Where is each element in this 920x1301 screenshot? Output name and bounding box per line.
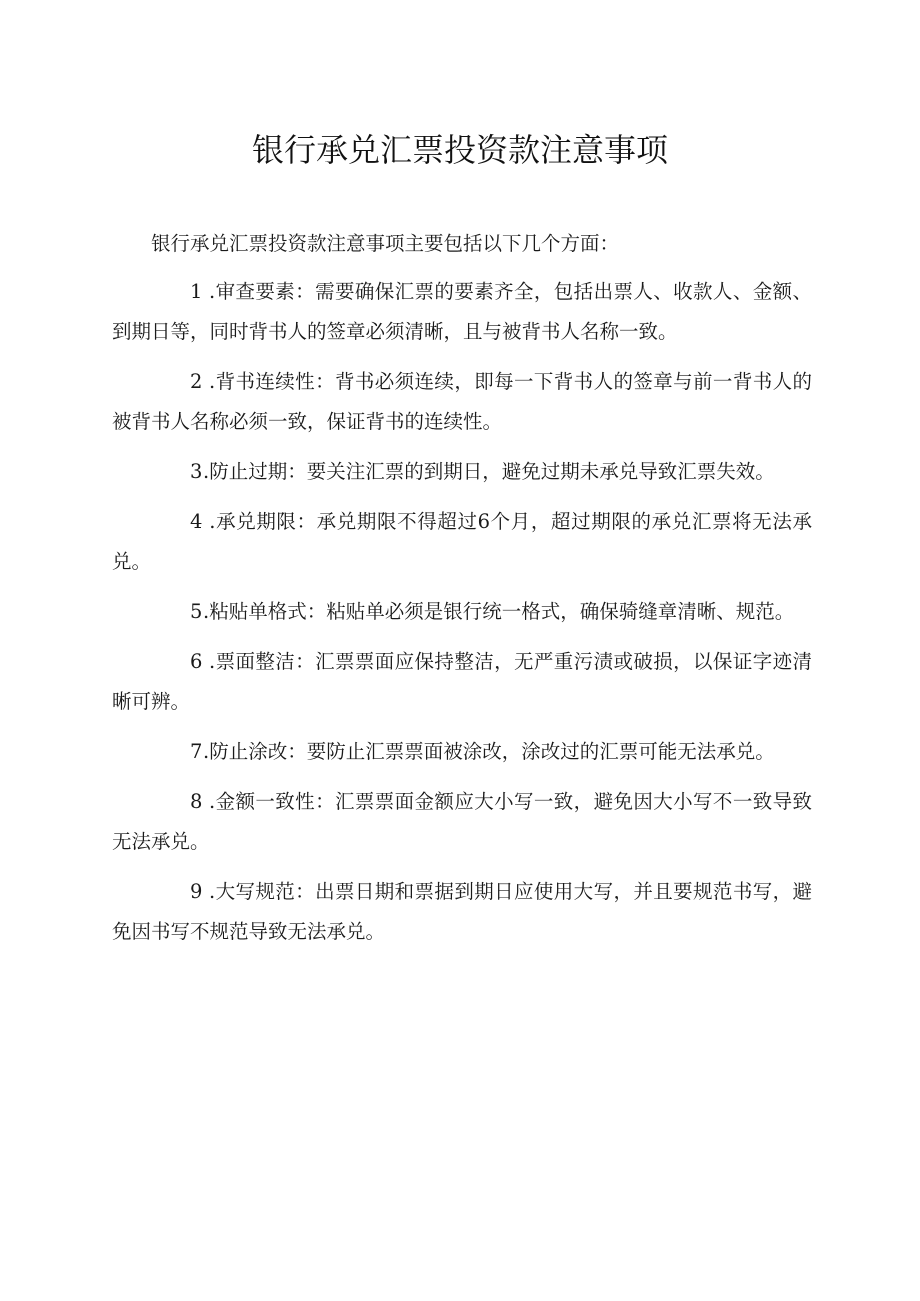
list-item-8 — [112, 782, 812, 862]
item-number: 3 — [190, 460, 203, 483]
item-number: 2 — [190, 370, 203, 393]
item-text: .背书连续性：背书必须连续，即每一下背书人的签章与前一背书人的被背书人名称必须一致，保证背书的连续性。 — [112, 370, 812, 433]
list-item-6 — [112, 642, 812, 722]
item-text: .大写规范：出票日期和票据到期日应使用大写，并且要规范书写，避免因书写不规范导致无法承兑。 — [112, 880, 812, 943]
item-text: .防止过期：要关注汇票的到期日，避免过期未承兑导致汇票失效。 — [203, 460, 775, 483]
item-text: .承兑期限：承兑期限不得超过6个月，超过期限的承兑汇票将无法承兑。 — [112, 510, 812, 573]
item-number: 8 — [190, 790, 203, 813]
list-item-3 — [112, 452, 812, 492]
item-number: 7 — [190, 740, 203, 763]
list-item-4 — [112, 502, 812, 582]
item-text: .粘贴单格式：粘贴单必须是银行统一格式，确保骑缝章清晰、规范。 — [203, 600, 795, 623]
item-text: .防止涂改：要防止汇票票面被涂改，涂改过的汇票可能无法承兑。 — [203, 740, 775, 763]
list-item-9 — [112, 872, 812, 952]
document-body — [112, 224, 812, 962]
item-text: .票面整洁：汇票票面应保持整洁，无严重污渍或破损，以保证字迹清晰可辨。 — [112, 650, 812, 713]
item-number: 1 — [190, 280, 203, 303]
list-item-5 — [112, 592, 812, 632]
list-item-1 — [112, 272, 812, 352]
list-item-2 — [112, 362, 812, 442]
item-text: .审查要素：需要确保汇票的要素齐全，包括出票人、收款人、金额、到期日等，同时背书人的签章必须清晰，且与被背书人名称一致。 — [112, 280, 812, 343]
document-title: 银行承兑汇票投资款注意事项 — [251, 131, 668, 169]
intro-paragraph: 银行承兑汇票投资款注意事项主要包括以下几个方面： — [151, 232, 620, 255]
list-item-7 — [112, 732, 812, 772]
item-number: 4 — [190, 510, 203, 533]
item-number: 6 — [190, 650, 203, 673]
item-text: .金额一致性：汇票票面金额应大小写一致，避免因大小写不一致导致无法承兑。 — [112, 790, 812, 853]
item-number: 9 — [190, 880, 203, 903]
item-number: 5 — [190, 600, 203, 623]
